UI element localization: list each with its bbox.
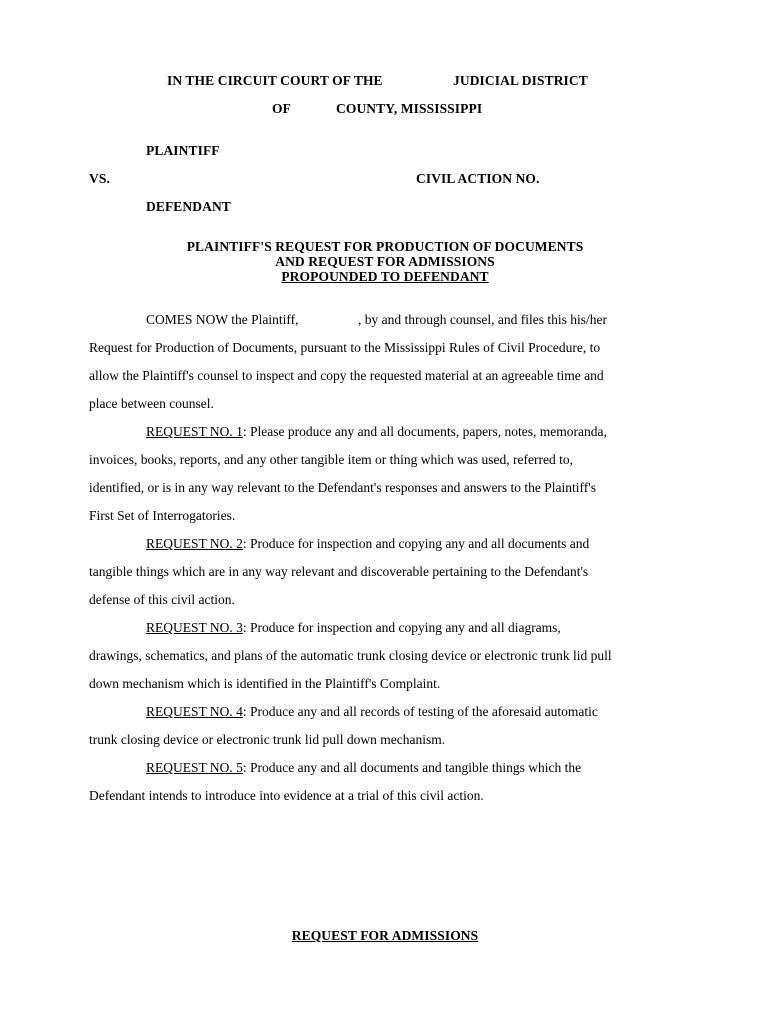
- request-3-line: down mechanism which is identified in the Plaintiff's Complaint.: [89, 676, 441, 691]
- intro-line-1a: COMES NOW the Plaintiff,: [146, 312, 299, 327]
- intro-line-3: allow the Plaintiff's counsel to inspect and copy the requested material at an agreeable time and: [89, 368, 604, 383]
- request-1-line: identified, or is in any way relevant to the Defendant's responses and answers to the Plaintiff's: [89, 480, 596, 495]
- request-4-line: trunk closing device or electronic trunk lid pull down mechanism.: [89, 732, 446, 747]
- request-5-line: Defendant intends to introduce into evidence at a trial of this civil action.: [89, 788, 484, 803]
- intro-line-1b: , by and through counsel, and files this his/her: [358, 312, 607, 327]
- request-4-label: REQUEST NO. 4: [146, 704, 243, 719]
- vs-label: VS.: [89, 171, 110, 186]
- request-5-label: REQUEST NO. 5: [146, 760, 243, 775]
- request-4-first-line: REQUEST NO. 4: Produce any and all records of testing of the aforesaid automatic: [146, 704, 598, 719]
- request-1-line: First Set of Interrogatories.: [89, 508, 236, 523]
- court-line-left: IN THE CIRCUIT COURT OF THE: [167, 73, 383, 88]
- request-5-first-line: REQUEST NO. 5: Produce any and all documents and tangible things which the: [146, 760, 582, 775]
- county-of: OF: [272, 101, 291, 116]
- request-3-first-line: REQUEST NO. 3: Produce for inspection and copying any and all diagrams,: [146, 620, 561, 635]
- title-line-3: PROPOUNDED TO DEFENDANT: [281, 269, 489, 284]
- title-line-1: PLAINTIFF'S REQUEST FOR PRODUCTION OF DOCUMENTS: [186, 239, 584, 254]
- request-2-line: tangible things which are in any way relevant and discoverable pertaining to the Defendant's: [89, 564, 589, 579]
- court-line-right: JUDICIAL DISTRICT: [453, 73, 588, 88]
- intro-line-4: place between counsel.: [89, 396, 214, 411]
- request-1-line: invoices, books, reports, and any other tangible item or thing which was used, referred to,: [89, 452, 573, 467]
- request-1-first-line: REQUEST NO. 1: Please produce any and all documents, papers, notes, memoranda,: [146, 424, 607, 439]
- plaintiff-label: PLAINTIFF: [146, 143, 220, 158]
- request-1-label: REQUEST NO. 1: [146, 424, 243, 439]
- request-3-line: drawings, schematics, and plans of the automatic trunk closing device or electronic trunk lid pull: [89, 648, 612, 663]
- request-3-label: REQUEST NO. 3: [146, 620, 243, 635]
- defendant-label: DEFENDANT: [146, 199, 231, 214]
- request-2-first-line: REQUEST NO. 2: Produce for inspection and copying any and all documents and: [146, 536, 590, 551]
- request-for-admissions-heading: REQUEST FOR ADMISSIONS: [291, 928, 479, 943]
- request-2-line: defense of this civil action.: [89, 592, 235, 607]
- county-state: COUNTY, MISSISSIPPI: [336, 101, 483, 116]
- civil-action-label: CIVIL ACTION NO.: [416, 171, 540, 186]
- intro-line-2: Request for Production of Documents, pursuant to the Mississippi Rules of Civil Procedure, to: [89, 340, 601, 355]
- request-2-label: REQUEST NO. 2: [146, 536, 243, 551]
- title-line-2: AND REQUEST FOR ADMISSIONS: [275, 254, 495, 269]
